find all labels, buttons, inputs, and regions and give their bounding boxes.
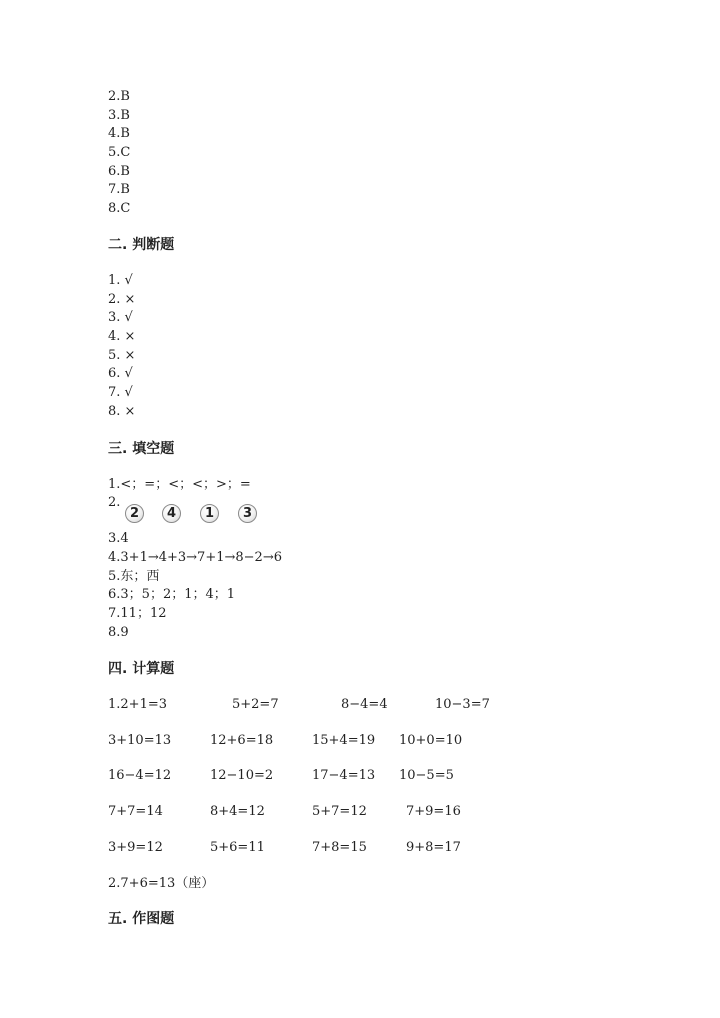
calc-cell: 10+0=10	[399, 733, 463, 748]
calc-cell: 17−4=13	[312, 768, 376, 783]
s1-item-5: 5.C	[108, 145, 131, 160]
circled-number: 4	[162, 504, 181, 523]
s1-item-8: 8.C	[108, 201, 131, 216]
s2-item-1: 1. √	[108, 273, 133, 288]
circled-number: 1	[200, 504, 219, 523]
s2-item-5: 5. ×	[108, 348, 136, 363]
s3-item-8: 8.9	[108, 625, 129, 640]
s2-item-8: 8. ×	[108, 404, 136, 419]
s1-item-6: 6.B	[108, 164, 130, 179]
s2-item-4: 4. ×	[108, 329, 136, 344]
calc-cell: 7+7=14	[108, 804, 163, 819]
circled-number: 3	[238, 504, 257, 523]
calc-cell: 8+4=12	[210, 804, 265, 819]
calc-cell: 8−4=4	[341, 697, 388, 712]
s3-item-7: 7.11；12	[108, 606, 167, 621]
circled-number: 2	[125, 504, 144, 523]
section-heading-judgement: 二. 判断题	[108, 237, 175, 253]
calc-cell: 7+9=16	[406, 804, 461, 819]
s3-item-1: 1.<；=；<；<；>；=	[108, 477, 251, 492]
s2-item-7: 7. √	[108, 385, 133, 400]
section-heading-fill-blank: 三. 填空题	[108, 441, 175, 457]
calc-cell: 1.2+1=3	[108, 697, 168, 712]
s3-item-4: 4.3+1→4+3→7+1→8−2→6	[108, 550, 282, 565]
section-heading-calculation: 四. 计算题	[108, 661, 175, 677]
calc-cell: 12+6=18	[210, 733, 274, 748]
calc-cell: 9+8=17	[406, 840, 461, 855]
s2-item-2: 2. ×	[108, 292, 136, 307]
s2-item-3: 3. √	[108, 310, 133, 325]
s2-item-6: 6. √	[108, 366, 133, 381]
s3-item-3: 3.4	[108, 531, 129, 546]
s1-item-2: 2.B	[108, 89, 130, 104]
section-heading-drawing: 五. 作图题	[108, 911, 175, 927]
calc-cell: 15+4=19	[312, 733, 376, 748]
calc-cell: 7+8=15	[312, 840, 367, 855]
s3-item-6: 6.3；5；2；1；4；1	[108, 587, 236, 602]
s1-item-4: 4.B	[108, 126, 130, 141]
s4-item-2: 2.7+6=13（座）	[108, 876, 215, 891]
s3-item-2-label: 2.	[108, 495, 121, 510]
calc-cell: 5+6=11	[210, 840, 265, 855]
calc-cell: 3+9=12	[108, 840, 163, 855]
s3-item-5: 5.东；西	[108, 569, 160, 584]
calc-cell: 5+2=7	[232, 697, 279, 712]
s1-item-3: 3.B	[108, 108, 130, 123]
calc-cell: 12−10=2	[210, 768, 274, 783]
calc-cell: 3+10=13	[108, 733, 172, 748]
calc-cell: 16−4=12	[108, 768, 172, 783]
calc-cell: 10−5=5	[399, 768, 454, 783]
calc-cell: 5+7=12	[312, 804, 367, 819]
s1-item-7: 7.B	[108, 182, 130, 197]
calc-cell: 10−3=7	[435, 697, 490, 712]
